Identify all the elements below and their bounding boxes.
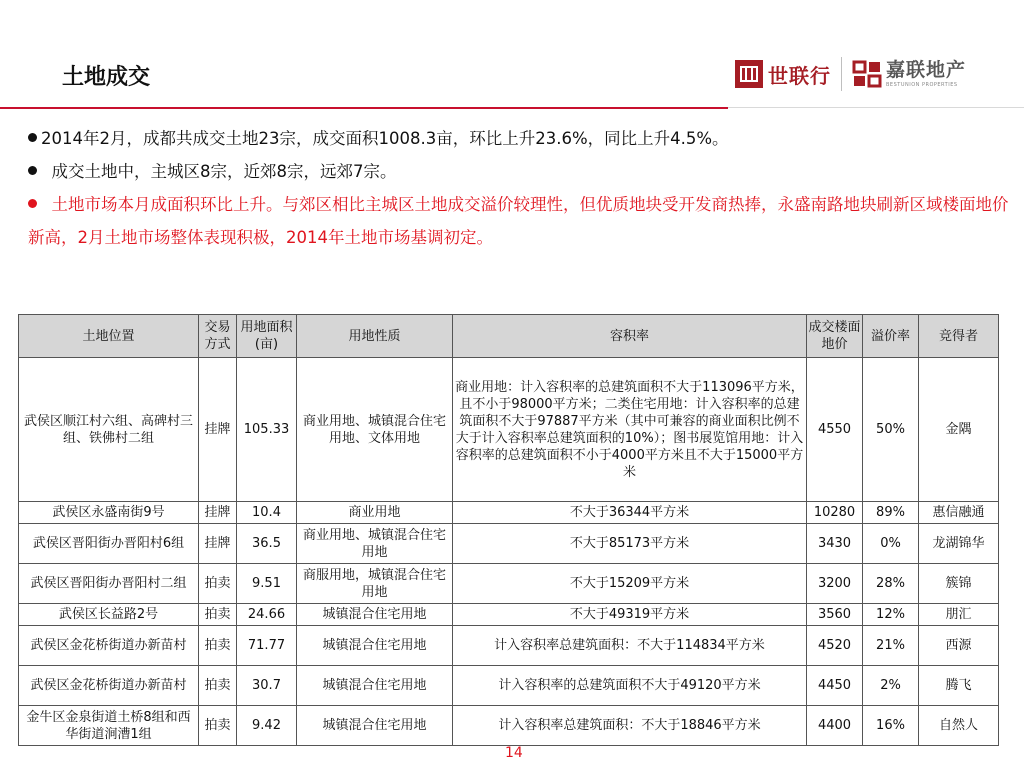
table-row xyxy=(19,502,999,524)
table-cell: 龙湖锦华 xyxy=(919,524,999,564)
table-cell: 不大于15209平方米 xyxy=(453,564,807,604)
table-cell: 4520 xyxy=(807,626,863,666)
table-row xyxy=(19,626,999,666)
bullet-dot-icon xyxy=(28,166,37,175)
bullet-dot-icon xyxy=(28,199,37,208)
bullet-item-highlight: 土地市场本月成面积环比上升。与郊区相比主城区土地成交溢价较理性，但优质地块受开发商热捧，永盛南路地块刷新区域楼面地价新高，2月土地市场整体表现积极，2014年土地市场基调初定。 xyxy=(28,195,1009,247)
header-divider-gray xyxy=(728,107,1024,108)
shilianhang-logo-text: 世联行 xyxy=(768,63,831,88)
column-header: 用地性质 xyxy=(297,315,453,358)
table-cell: 城镇混合住宅用地 xyxy=(297,706,453,746)
table-cell: 计入容积率总建筑面积：不大于18846平方米 xyxy=(453,706,807,746)
page-number: 14 xyxy=(505,745,523,761)
page-title: 土地成交 xyxy=(62,65,151,90)
table-cell: 拍卖 xyxy=(199,706,237,746)
table-row xyxy=(19,358,999,502)
table-cell: 拍卖 xyxy=(199,564,237,604)
table-row xyxy=(19,706,999,746)
table-cell: 金隅 xyxy=(919,358,999,502)
table-cell: 朋汇 xyxy=(919,604,999,626)
column-header: 竞得者 xyxy=(919,315,999,358)
jialian-logo-text: 嘉联地产 xyxy=(886,58,967,81)
column-header: 土地位置 xyxy=(19,315,199,358)
table-cell: 0% xyxy=(863,524,919,564)
table-cell: 计入容积率总建筑面积：不大于114834平方米 xyxy=(453,626,807,666)
table-cell: 商业用地 xyxy=(297,502,453,524)
table-cell: 城镇混合住宅用地 xyxy=(297,626,453,666)
land-transaction-table xyxy=(18,314,999,746)
table-cell: 挂牌 xyxy=(199,502,237,524)
column-header: 用地面积(亩) xyxy=(237,315,297,358)
table-row xyxy=(19,604,999,626)
table-cell: 武侯区顺江村六组、高碑村三组、铁佛村二组 xyxy=(19,358,199,502)
table-cell: 城镇混合住宅用地 xyxy=(297,666,453,706)
header-divider-red xyxy=(0,107,728,109)
table-cell: 惠信融通 xyxy=(919,502,999,524)
table-cell: 挂牌 xyxy=(199,358,237,502)
table-cell: 12% xyxy=(863,604,919,626)
column-header: 容积率 xyxy=(453,315,807,358)
table-cell: 2% xyxy=(863,666,919,706)
column-header: 溢价率 xyxy=(863,315,919,358)
table-cell: 21% xyxy=(863,626,919,666)
column-header: 交易方式 xyxy=(199,315,237,358)
bullet-dot-icon xyxy=(28,133,37,142)
table-cell: 自然人 xyxy=(919,706,999,746)
table-cell: 9.42 xyxy=(237,706,297,746)
table-cell: 商业用地、城镇混合住宅用地、文体用地 xyxy=(297,358,453,502)
table-cell: 城镇混合住宅用地 xyxy=(297,604,453,626)
table-cell: 89% xyxy=(863,502,919,524)
logo-divider xyxy=(841,57,842,91)
summary-bullets xyxy=(28,122,1018,254)
table-cell: 拍卖 xyxy=(199,626,237,666)
table-row xyxy=(19,666,999,706)
table-cell: 3200 xyxy=(807,564,863,604)
table-cell: 105.33 xyxy=(237,358,297,502)
column-header: 成交楼面地价 xyxy=(807,315,863,358)
table-cell: 拍卖 xyxy=(199,604,237,626)
table-cell: 武侯区晋阳街办晋阳村6组 xyxy=(19,524,199,564)
table-row xyxy=(19,564,999,604)
jialian-logo-subtext: BESTUNION PROPERTIES xyxy=(886,81,958,88)
bullet-item: 成交土地中，主城区8宗，近郊8宗，远郊7宗。 xyxy=(28,155,1018,188)
table-cell: 3560 xyxy=(807,604,863,626)
table-cell: 4450 xyxy=(807,666,863,706)
table-cell: 计入容积率的总建筑面积不大于49120平方米 xyxy=(453,666,807,706)
table-cell: 24.66 xyxy=(237,604,297,626)
table-cell: 腾飞 xyxy=(919,666,999,706)
table-cell: 28% xyxy=(863,564,919,604)
table-cell: 武侯区晋阳街办晋阳村二组 xyxy=(19,564,199,604)
table-cell: 金牛区金泉街道土桥8组和西华街道涧漕1组 xyxy=(19,706,199,746)
table-cell: 西源 xyxy=(919,626,999,666)
table-cell: 71.77 xyxy=(237,626,297,666)
table-cell: 4400 xyxy=(807,706,863,746)
table-cell: 拍卖 xyxy=(199,666,237,706)
table-cell: 簇锦 xyxy=(919,564,999,604)
table-cell: 30.7 xyxy=(237,666,297,706)
table-cell: 武侯区金花桥街道办新苗村 xyxy=(19,666,199,706)
table-cell: 挂牌 xyxy=(199,524,237,564)
jialian-logo xyxy=(852,59,966,89)
table-cell: 武侯区金花桥街道办新苗村 xyxy=(19,626,199,666)
shilianhang-mark-icon xyxy=(735,60,763,88)
table-cell: 9.51 xyxy=(237,564,297,604)
table-header-row xyxy=(19,315,999,358)
table-cell: 不大于85173平方米 xyxy=(453,524,807,564)
table-cell: 10280 xyxy=(807,502,863,524)
jialian-mark-icon xyxy=(852,59,882,89)
logo-group xyxy=(735,52,966,96)
table-row xyxy=(19,524,999,564)
table-cell: 3430 xyxy=(807,524,863,564)
table-cell: 商服用地，城镇混合住宅用地 xyxy=(297,564,453,604)
bullet-item: 2014年2月，成都共成交土地23宗，成交面积1008.3亩，环比上升23.6%，同比上升4.5%。 xyxy=(28,122,1018,155)
table-cell: 不大于36344平方米 xyxy=(453,502,807,524)
table-cell: 36.5 xyxy=(237,524,297,564)
table-cell: 不大于49319平方米 xyxy=(453,604,807,626)
table-cell: 50% xyxy=(863,358,919,502)
table-cell: 武侯区长益路2号 xyxy=(19,604,199,626)
table-cell: 10.4 xyxy=(237,502,297,524)
table-cell: 商业用地、城镇混合住宅用地 xyxy=(297,524,453,564)
table-cell: 武侯区永盛南街9号 xyxy=(19,502,199,524)
table-cell: 16% xyxy=(863,706,919,746)
table-cell: 商业用地：计入容积率的总建筑面积不大于113096平方米，且不小于98000平方米；二类住宅用地：计入容积率的总建筑面积不大于97887平方米（其中可兼容的商业面积比例不大于计入容积率总建筑面积的10%）；图书展览馆用地：计入容积率的总建筑面积不小于4000平方米且不大于15000平方米 xyxy=(453,358,807,502)
table-cell: 4550 xyxy=(807,358,863,502)
shilianhang-logo xyxy=(735,60,831,89)
